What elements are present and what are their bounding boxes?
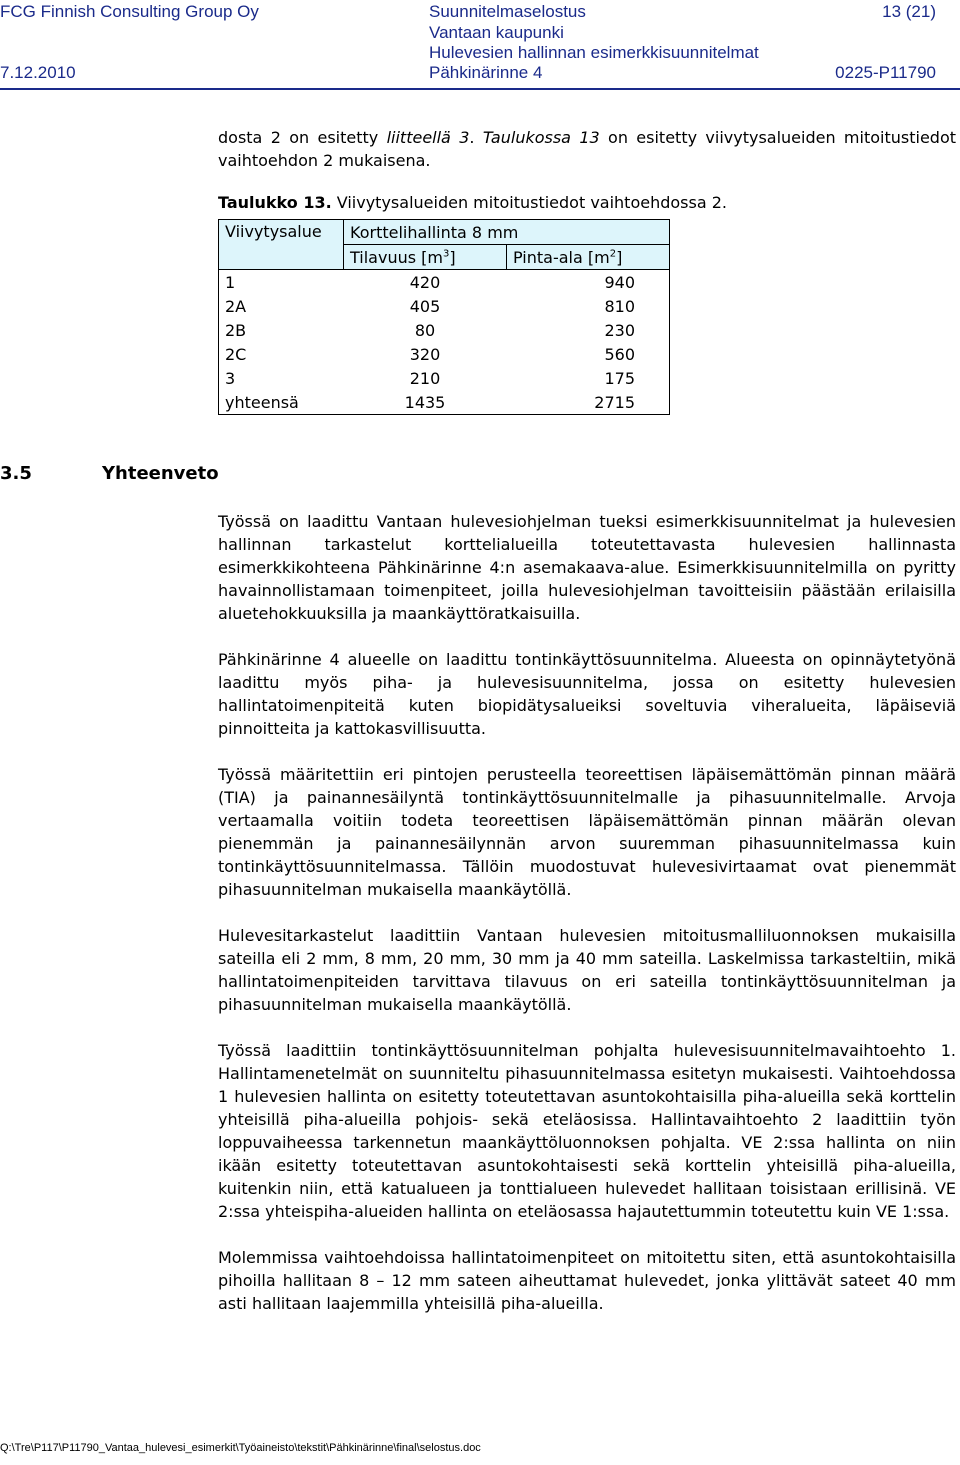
paragraph: Pähkinärinne 4 alueelle on laadittu tontinkäyttösuunnitelma. Alueesta on opinnäytetyönä laadittu myös piha- ja hulevesisuunnitelma, jossa on esitetty hulevesien hallintatoimenpiteitä kuten biopidätysalueiksi soveltuvia viheralueita, läpäiseviä pinnoitteita ja kattokasvillisuutta.	[218, 650, 956, 738]
row-area-cell: 3	[219, 366, 344, 390]
document-type: Suunnitelmaselostus	[429, 2, 586, 21]
row-area-cell: 1	[219, 270, 344, 295]
paragraph: Hulevesitarkastelut laadittiin Vantaan hulevesien mitoitusmalliluonnoksen mukaisilla sateilla eli 2 mm, 8 mm, 20 mm, 30 mm ja 40 mm sateilla. Laskelmissa tarkasteltiin, mikä hallintatoimenpiteiden tarvittava tilavuus on eri sateilla tontinkäyttösuunnitelman ja pihasuunnitelman mukaisella maankäytöllä.	[218, 926, 956, 1014]
intro-paragraph	[218, 126, 956, 172]
page-number: 13 (21)	[882, 2, 936, 21]
header-divider	[0, 88, 960, 90]
col-header-volume: Tilavuus $[m^3]$	[344, 245, 507, 270]
paragraph: Molemmissa vaihtoehdoissa hallintatoimenpiteet on mitoitettu siten, että asuntokohtaisilla pihoilla hallitaan 8 – 12 mm sateen aiheuttamat hulevedet, jonka ylittävät sateet 40 mm asti hallitaan laajemmilla yhteisillä piha-alueilla.	[218, 1248, 956, 1313]
row-volume-cell: 1435	[344, 390, 507, 415]
table-reference: Taulukossa 13	[482, 128, 600, 147]
table-caption-label: Taulukko 13.	[218, 193, 332, 212]
client-name: Vantaan kaupunki	[429, 23, 564, 42]
col-group-header: Korttelihallinta 8 mm	[344, 220, 670, 245]
col-header-area: Viivytysalue	[219, 220, 344, 270]
row-area-cell: 2A	[219, 294, 344, 318]
col-header-surface: Pinta-ala $[m^2]$	[507, 245, 670, 270]
row-area-cell: yhteensä	[219, 390, 344, 415]
section-title: Yhteenveto	[102, 463, 219, 484]
paragraph: Työssä määritettiin eri pintojen perusteella teoreettisen läpäisemättömän pinnan määrä (TIA) ja painannesäilyntä tontinkäyttösuunnitelmalle ja pihasuunnitelmalle. Arvoja vertaamalla voitiin todeta teoreettisen läpäisemättömän pinnan määrän olevan pienemmän ja painannesäilynnän arvon suuremman pihasuunnitelmassa kuin tontinkäyttösuunnitelmassa. Tällöin muodostuvat hulevesivirtaamat ovat pienemmät pihasuunnitelman mukaisella maankäytöllä.	[218, 765, 956, 899]
row-surface-cell: 940	[507, 270, 670, 295]
section-body	[218, 510, 956, 1315]
table-caption-text: Viivytysalueiden mitoitustiedot vaihtoehdossa 2.	[331, 193, 727, 212]
row-volume-cell: 80	[414, 320, 436, 340]
table-row	[219, 270, 670, 295]
table-row	[219, 318, 670, 342]
company-name: FCG Finnish Consulting Group Oy	[0, 2, 259, 21]
file-path-footer: Q:\Tre\P117\P11790_Vantaa_hulevesi_esimerkit\Työaineisto\tekstit\Pähkinärinne\final\selostus.doc	[0, 1442, 481, 1454]
row-surface-cell: 2715	[507, 390, 670, 415]
row-surface-cell: 560	[507, 342, 670, 366]
document-date: 7.12.2010	[0, 63, 76, 82]
intro-text: dosta 2 on esitetty	[218, 128, 387, 147]
row-surface-cell: 175	[507, 366, 670, 390]
table-row	[219, 366, 670, 390]
dimensioning-table	[218, 219, 670, 415]
project-name: Hulevesien hallinnan esimerkkisuunnitelmat	[429, 43, 759, 62]
row-area-cell: 2B	[219, 318, 344, 342]
paragraph: Työssä laadittiin tontinkäyttösuunnitelman pohjalta hulevesisuunnitelmavaihtoehto 1. Hallintamenetelmät on suunniteltu pihasuunnitelmassa esitetyn mukaisesti. Vaihtoehdossa 1 hulevesien hallinta on esitetty toteutettavan asuntokohtaisilla piha-alueilla sekä korttelin yhteisillä piha-alueilla pohjois- sekä eteläosissa. Hallintavaihtoehto 2 laadittiin työn loppuvaiheessa tarkennetun maankäyttöluonnoksen pohjalta. VE 2:ssa hallinta on niin ikään esitetty toteutettavan asuntokohtaisesti sekä korttelin yhteisillä piha-alueilla, kuitenkin niin, että katualueen ja tonttialueen hulevedet hallitaan toisistaan erillisinä. VE 2:ssa yhteispiha-alueiden hallinta on eteläosassa hajautettummin toteutettu kuin VE 1:ssa.	[218, 1041, 956, 1221]
row-volume-cell: 210	[409, 368, 441, 388]
row-volume-cell: 320	[409, 344, 441, 364]
table-row	[219, 342, 670, 366]
intro-text-rest: on esitetty viivytysalueiden mitoitustiedot vaihtoehdon 2 mukaisena.	[218, 128, 957, 170]
paragraph: Työssä on laadittu Vantaan hulevesiohjelman tueksi esimerkkisuunnitelmat ja hulevesien hallinnan tarkastelut korttelialueilla toteutettavasta hulevesien hallinnasta esimerkkikohteena Pähkinärinne 4:n asemakaava-alue. Esimerkkisuunnitelmilla on pyritty havainnollistamaan toimenpiteet, joilla hulevesiohjelman tavoitteisiin päästään erilaisilla aluetehokkuuksilla ja maankäyttöratkaisuilla.	[218, 512, 956, 623]
project-code: 0225-P11790	[835, 63, 936, 82]
table-row	[219, 390, 670, 415]
intro-separator: .	[469, 128, 483, 147]
section-number: 3.5	[0, 463, 32, 484]
row-surface-cell: 230	[507, 318, 670, 342]
appendix-reference: liitteellä 3	[386, 128, 470, 147]
table-header-row	[219, 220, 670, 245]
row-volume-cell: 420	[409, 272, 441, 292]
table-caption	[218, 193, 727, 212]
row-surface-cell: 810	[507, 294, 670, 318]
row-volume-cell: 405	[409, 296, 441, 316]
row-area-cell: 2C	[219, 342, 344, 366]
site-name: Pähkinärinne 4	[429, 63, 543, 82]
table-row	[219, 294, 670, 318]
page-header	[0, 0, 960, 92]
